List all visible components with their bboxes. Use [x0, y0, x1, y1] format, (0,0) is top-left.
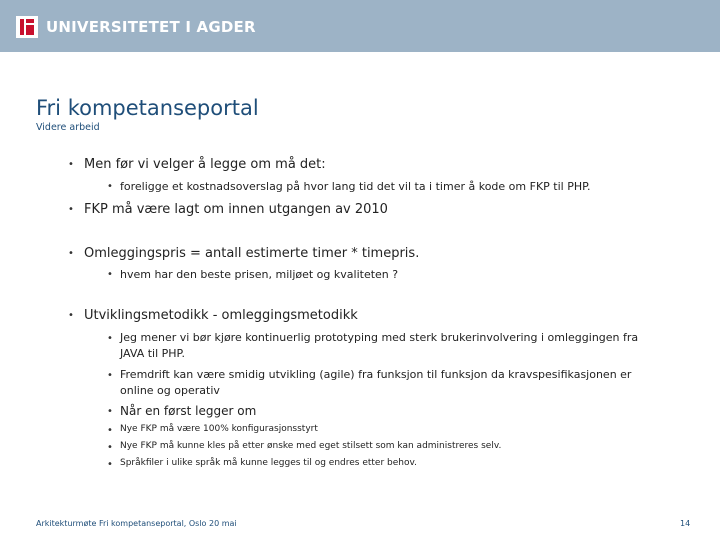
page-number: 14 [680, 519, 691, 528]
bullet-l3: Nye FKP må være 100% konfigurasjonsstyrt [120, 424, 318, 434]
bullet-l2-continued: online og operativ [120, 384, 220, 397]
bullet-l1: Men før vi velger å legge om må det: [84, 157, 326, 172]
bullet-dot: • [68, 248, 74, 259]
bullet-dot: • [68, 310, 74, 321]
bullet-l2: Når en først legger om [120, 404, 257, 418]
footer-text: Arkitekturmøte Fri kompetanseportal, Oslo 20 mai [36, 519, 237, 528]
bullet-l3: Nye FKP må kunne kles på etter ønske med eget stilsett som kan administreres selv. [120, 441, 502, 451]
bullet-dot: • [107, 425, 113, 436]
bullet-dot: • [107, 181, 113, 192]
slide-title: Fri kompetanseportal [36, 96, 259, 120]
bullet-l3: Språkfiler i ulike språk må kunne legges til og endres etter behov. [120, 458, 417, 468]
logo-mark-icon [16, 16, 38, 38]
bullet-dot: • [107, 370, 113, 381]
logo-text: UNIVERSITETET I AGDER [46, 18, 256, 36]
bullet-dot: • [107, 459, 113, 470]
bullet-l2: Jeg mener vi bør kjøre kontinuerlig prototyping med sterk brukerinvolvering i omleggingen fra [120, 331, 639, 344]
bullet-dot: • [107, 269, 113, 280]
bullet-l1: FKP må være lagt om innen utgangen av 2010 [84, 202, 388, 217]
bullet-l1: Omleggingspris = antall estimerte timer * timepris. [84, 246, 420, 261]
bullet-dot: • [107, 333, 113, 344]
bullet-dot: • [107, 406, 113, 417]
bullet-dot: • [68, 159, 74, 170]
slide-subtitle: Videre arbeid [36, 122, 100, 133]
university-logo [16, 16, 256, 38]
bullet-l2: hvem har den beste prisen, miljøet og kvaliteten ? [120, 268, 399, 281]
bullet-l1: Utviklingsmetodikk - omleggingsmetodikk [84, 308, 358, 323]
header-bar [0, 0, 720, 52]
bullet-l2: Fremdrift kan være smidig utvikling (agile) fra funksjon til funksjon da kravspesifikasjonen er [120, 368, 632, 381]
bullet-dot: • [68, 204, 74, 215]
bullet-dot: • [107, 442, 113, 453]
bullet-l2: foreligge et kostnadsoverslag på hvor lang tid det vil ta i timer å kode om FKP til PHP. [120, 180, 591, 193]
bullet-l2-continued: JAVA til PHP. [120, 347, 185, 360]
